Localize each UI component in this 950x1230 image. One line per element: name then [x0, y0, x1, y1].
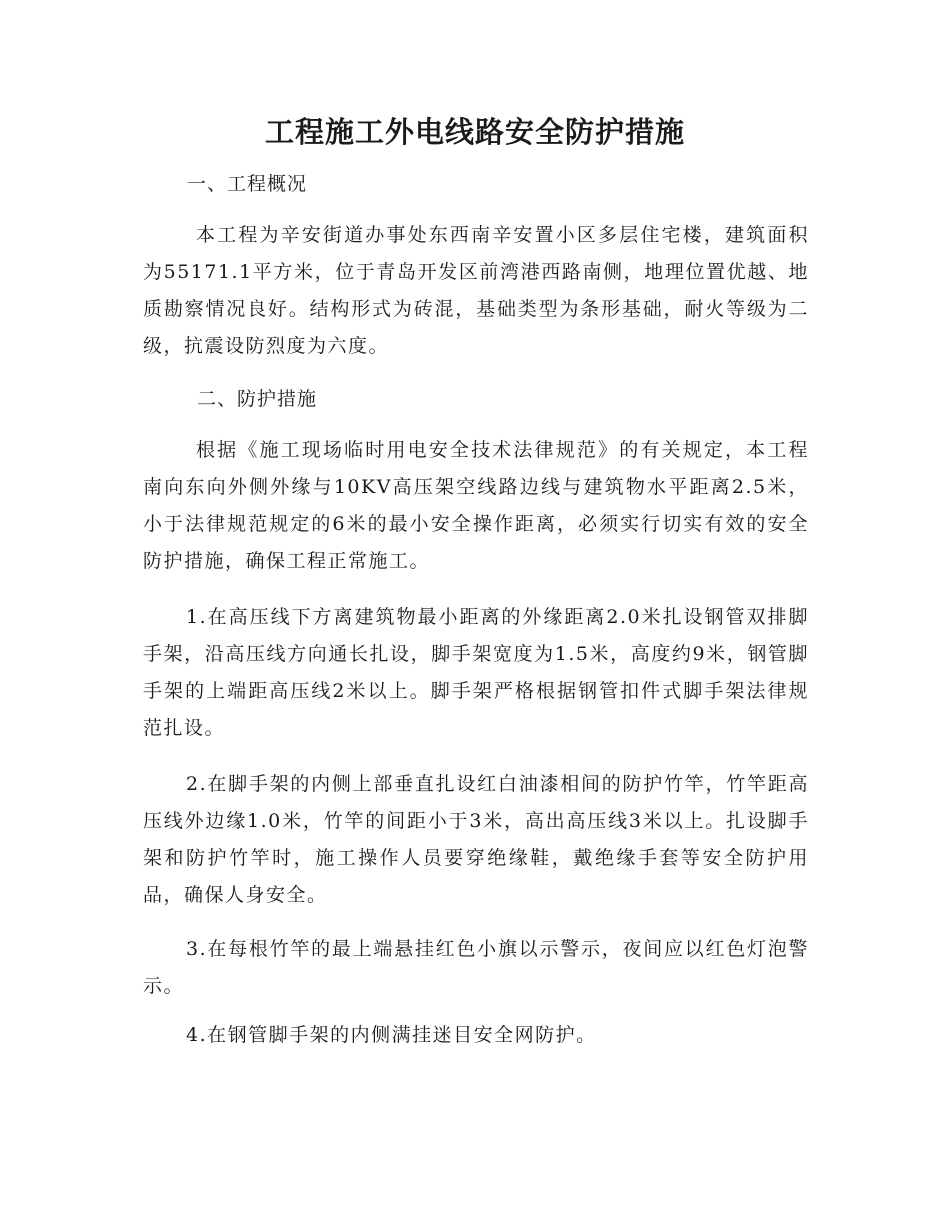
paragraph-measures-intro: 根据《施工现场临时用电安全技术法律规范》的有关规定，本工程南向东向外侧外缘与10KV高压架空线路边线与建筑物水平距离2.5米，小于法律规范规定的6米的最小安全操作距离，必须实行切实有效的安全防护措施，确保工程正常施工。	[143, 439, 809, 572]
section-heading-measures: 二、防护措施	[197, 388, 318, 410]
document-title: 工程施工外电线路安全防护措施	[264, 115, 685, 149]
list-item-measure-4: 4.在钢管脚手架的内侧满挂迷目安全网防护。	[186, 1024, 597, 1046]
paragraph-overview: 本工程为辛安街道办事处东西南辛安置小区多层住宅楼，建筑面积为55171.1平方米，位于青岛开发区前湾港西路南侧，地理位置优越、地质勘察情况良好。结构形式为砖混，基础类型为条形基础，耐火等级为二级，抗震设防烈度为六度。	[143, 224, 809, 357]
list-item-measure-3: 3.在每根竹竿的最上端悬挂红色小旗以示警示，夜间应以红色灯泡警示。	[143, 938, 809, 997]
list-item-measure-2: 2.在脚手架的内侧上部垂直扎设红白油漆相间的防护竹竿，竹竿距高压线外边缘1.0米，竹竿的间距小于3米，高出高压线3米以上。扎设脚手架和防护竹竿时，施工操作人员要穿绝缘鞋，戴绝缘手套等安全防护用品，确保人身安全。	[143, 773, 809, 906]
list-item-measure-1: 1.在高压线下方离建筑物最小距离的外缘距离2.0米扎设钢管双排脚手架，沿高压线方向通长扎设，脚手架宽度为1.5米，高度约9米，钢管脚手架的上端距高压线2米以上。脚手架严格根据钢管扣件式脚手架法律规范扎设。	[143, 606, 809, 739]
section-heading-overview: 一、工程概况	[187, 173, 308, 195]
